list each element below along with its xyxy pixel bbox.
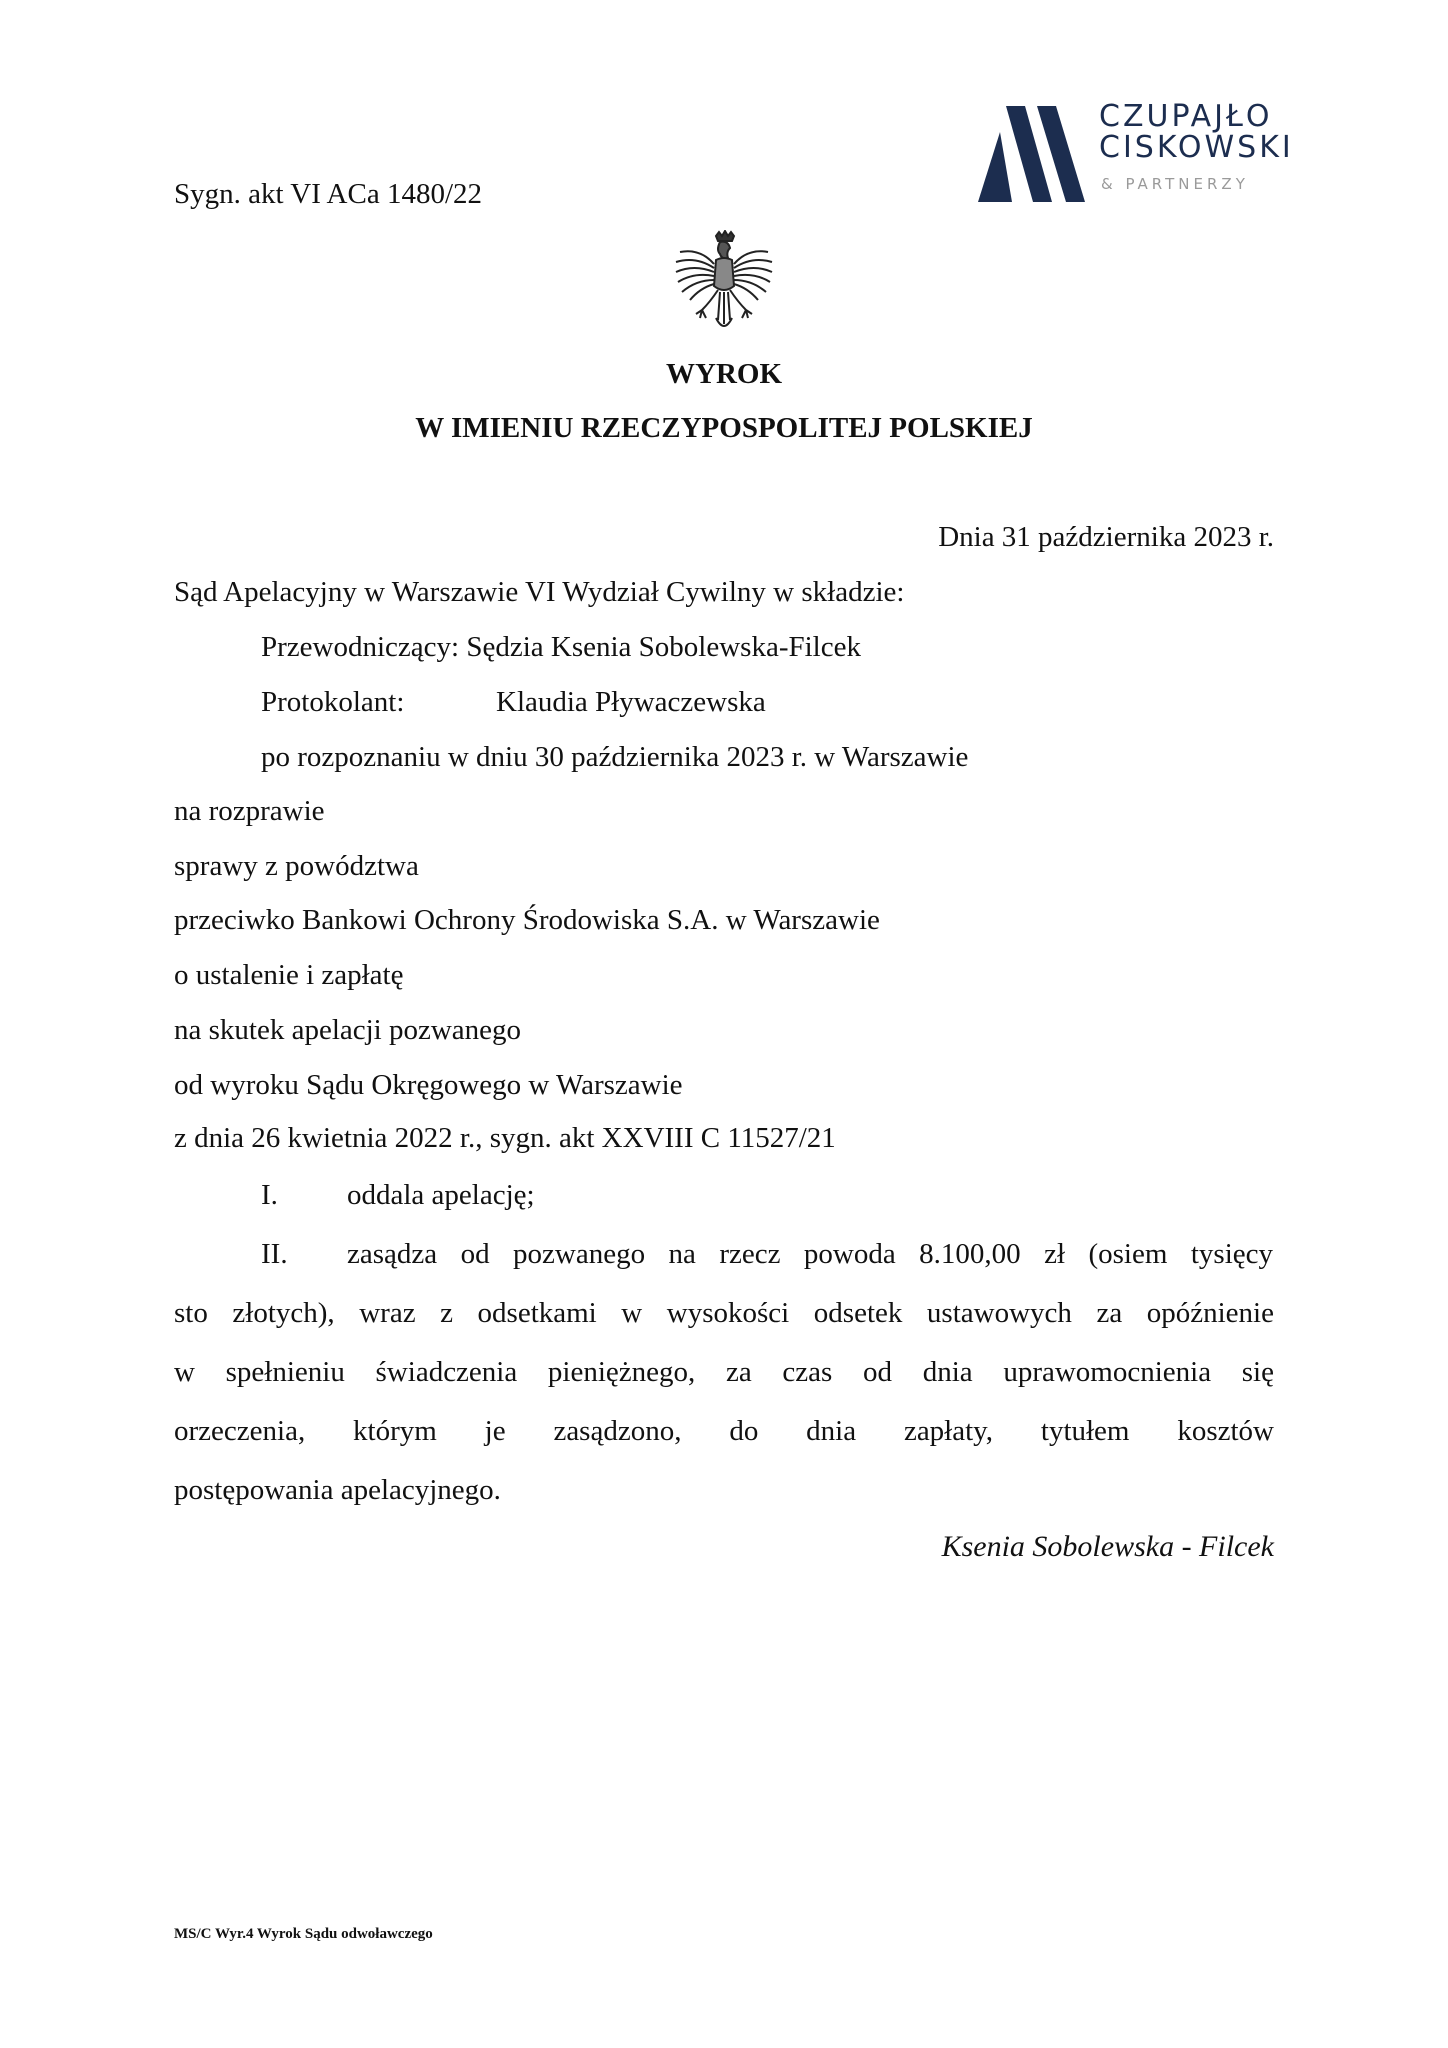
case-number: Sygn. akt VI ACa 1480/22 xyxy=(174,178,482,210)
logo-mark-icon xyxy=(975,100,1095,210)
presiding-judge-row xyxy=(261,627,861,667)
ruling-2-continuation: orzeczenia, którym je zasądzono, do dnia zapłaty, tytułem kosztów xyxy=(174,1415,1274,1447)
ruling-1 xyxy=(0,1175,1448,1215)
polish-eagle-emblem-icon xyxy=(672,230,776,338)
ruling-2 xyxy=(0,1234,1448,1274)
law-firm-logo xyxy=(975,100,1345,210)
hearing-line: po rozpoznaniu w dniu 30 października 2023 r. w Warszawie xyxy=(261,741,969,773)
logo-text-line2: CISKOWSKI xyxy=(1099,130,1294,165)
presiding-label: Przewodniczący: xyxy=(261,631,460,663)
document-title: WYROK xyxy=(666,358,782,390)
logo-text-line3: & PARTNERZY xyxy=(1101,175,1249,193)
ruling-text: oddala apelację; xyxy=(347,1179,535,1211)
ruling-2-continuation: sto złotych), wraz z odsetkami w wysokości odsetek ustawowych za opóźnienie xyxy=(174,1297,1274,1329)
ruling-2-continuation: w spełnieniu świadczenia pieniężnego, za czas od dnia uprawomocnienia się xyxy=(174,1356,1274,1388)
ruling-number: I. xyxy=(261,1179,278,1211)
document-subtitle: W IMIENIU RZECZYPOSPOLITEJ POLSKIEJ xyxy=(415,412,1033,444)
ruling-text: zasądza od pozwanego na rzecz powoda 8.100,00 zł (osiem tysięcy xyxy=(347,1238,1273,1270)
case-line: na skutek apelacji pozwanego xyxy=(174,1014,522,1046)
ruling-number: II. xyxy=(261,1238,288,1270)
court-composition: Sąd Apelacyjny w Warszawie VI Wydział Cywilny w składzie: xyxy=(174,576,905,608)
case-line: od wyroku Sądu Okręgowego w Warszawie xyxy=(174,1069,683,1101)
ruling-2-continuation: postępowania apelacyjnego. xyxy=(174,1474,501,1506)
case-line: o ustalenie i zapłatę xyxy=(174,959,404,991)
logo-text-line1: CZUPAJŁO xyxy=(1099,99,1273,134)
clerk-label: Protokolant: xyxy=(261,686,405,718)
judge-signature: Ksenia Sobolewska - Filcek xyxy=(941,1530,1274,1563)
clerk-row xyxy=(261,682,766,722)
form-footer: MS/C Wyr.4 Wyrok Sądu odwoławczego xyxy=(174,1926,433,1942)
case-line: z dnia 26 kwietnia 2022 r., sygn. akt XXVIII C 11527/21 xyxy=(174,1122,836,1154)
case-line: przeciwko Bankowi Ochrony Środowiska S.A. w Warszawie xyxy=(174,904,880,936)
case-line: na rozprawie xyxy=(174,795,325,827)
judgment-date: Dnia 31 października 2023 r. xyxy=(938,521,1274,553)
clerk-value: Klaudia Pływaczewska xyxy=(496,686,766,718)
presiding-value: Sędzia Ksenia Sobolewska-Filcek xyxy=(466,631,861,663)
case-line: sprawy z powództwa xyxy=(174,850,419,882)
